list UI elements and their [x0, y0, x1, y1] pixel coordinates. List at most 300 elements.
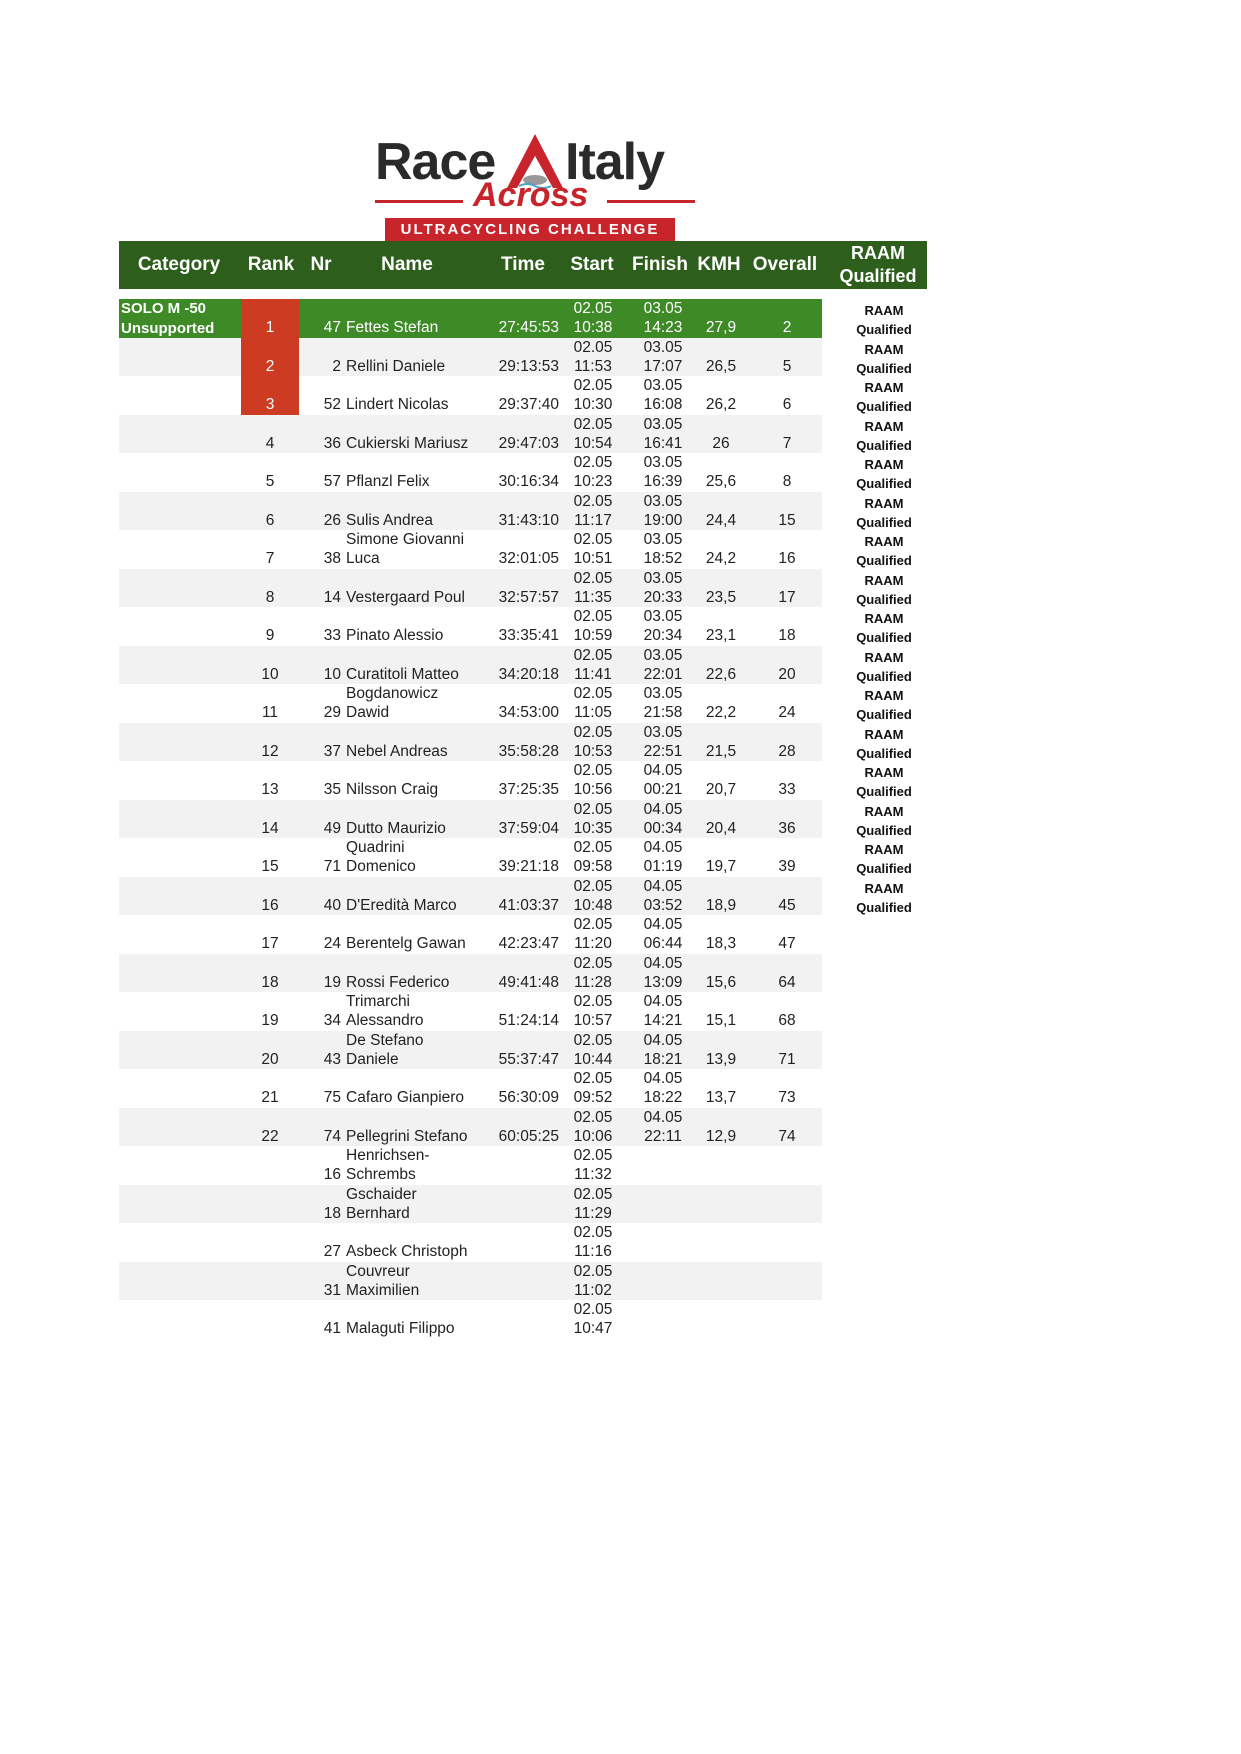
table-row	[119, 877, 822, 916]
category-label	[121, 299, 214, 338]
rank-cell: 9	[265, 627, 275, 644]
start-date: 02.05	[573, 492, 613, 510]
nr-cell: 38	[323, 550, 341, 567]
raam-line1: RAAM	[864, 611, 904, 626]
time-cell: 56:30:09	[498, 1089, 559, 1106]
raam-line2: Qualified	[856, 630, 912, 645]
kmh-cell: 24,4	[705, 511, 737, 529]
kmh-cell: 12,9	[705, 1127, 737, 1145]
overall-cell: 33	[778, 781, 796, 798]
nr-cell: 24	[323, 935, 341, 952]
start-date: 02.05	[573, 454, 613, 471]
nr-cell: 52	[323, 396, 341, 413]
start-time: 10:51	[573, 550, 613, 567]
start-date: 02.05	[573, 685, 613, 702]
table-row	[119, 1223, 822, 1262]
name-line2: Berentelg Gawan	[346, 935, 466, 952]
name-line2: Rellini Daniele	[346, 357, 446, 375]
finish-time: 20:33	[643, 588, 683, 606]
rank-cell: 20	[261, 1050, 279, 1068]
table-row	[119, 954, 822, 993]
start-date: 02.05	[573, 1108, 613, 1126]
raam-qualified-badge	[839, 417, 929, 455]
nr-cell: 27	[323, 1243, 341, 1260]
raam-line2: Qualified	[856, 707, 912, 722]
finish-time: 16:41	[643, 434, 683, 452]
header-category: Category	[137, 254, 221, 275]
header-start: Start	[570, 254, 614, 275]
nr-cell: 49	[323, 819, 341, 837]
start-date: 02.05	[573, 800, 613, 818]
finish-time: 00:21	[643, 781, 683, 798]
kmh-cell: 23,5	[705, 588, 737, 606]
raam-line2: Qualified	[856, 360, 912, 376]
time-cell: 31:43:10	[498, 511, 559, 529]
name-line2: Rossi Federico	[346, 973, 450, 991]
finish-time: 21:58	[643, 704, 683, 721]
time-cell: 32:01:05	[498, 550, 559, 567]
finish-date: 03.05	[643, 300, 683, 317]
raam-line2: Qualified	[856, 745, 912, 761]
name-line1: Henrichsen-	[346, 1147, 430, 1164]
start-time: 11:28	[574, 973, 612, 991]
start-time: 11:41	[574, 665, 612, 683]
table-row	[119, 338, 822, 377]
kmh-cell: 13,7	[705, 1089, 737, 1106]
table-row	[119, 1031, 822, 1070]
start-date: 02.05	[573, 954, 613, 972]
name-line1: Simone Giovanni	[346, 531, 465, 548]
table-row	[119, 761, 822, 800]
start-time: 10:48	[573, 896, 613, 914]
raam-qualified-badge	[839, 340, 929, 378]
table-row	[119, 607, 822, 646]
logo-line-left	[375, 200, 463, 203]
name-line2: Domenico	[346, 858, 416, 875]
start-date: 02.05	[573, 1262, 613, 1280]
nr-cell: 74	[323, 1127, 341, 1145]
finish-date: 03.05	[643, 685, 683, 702]
raam-line1: RAAM	[864, 380, 904, 395]
start-date: 02.05	[573, 723, 613, 741]
name-line2: Asbeck Christoph	[346, 1243, 468, 1260]
time-cell: 37:59:04	[498, 819, 559, 837]
overall-cell: 73	[778, 1089, 796, 1106]
table-row	[119, 492, 822, 531]
kmh-cell: 23,1	[705, 627, 737, 644]
raam-line1: RAAM	[864, 341, 904, 357]
logo-word-italy: Italy	[565, 133, 665, 191]
raam-line1: RAAM	[864, 765, 904, 780]
table-row	[119, 376, 822, 415]
raam-qualified-badge	[839, 879, 929, 917]
overall-cell: 47	[778, 935, 796, 952]
raam-qualified-badge	[839, 571, 929, 609]
name-line1: Bogdanowicz	[346, 685, 439, 702]
name-line2: Sulis Andrea	[346, 511, 434, 529]
raam-line1: RAAM	[864, 572, 904, 588]
start-date: 02.05	[573, 377, 613, 394]
table-row	[119, 1185, 822, 1224]
table-row	[119, 1300, 822, 1339]
raam-line2: Qualified	[856, 476, 912, 491]
kmh-cell: 15,1	[705, 1012, 737, 1029]
raam-line2: Qualified	[856, 822, 912, 838]
raam-qualified-badge	[839, 455, 929, 493]
start-time: 11:32	[574, 1166, 612, 1183]
kmh-cell: 21,5	[705, 742, 737, 760]
rank-cell: 15	[261, 858, 279, 875]
raam-qualified-badge	[839, 648, 929, 686]
logo-word-across: Across	[473, 176, 589, 214]
start-time: 11:05	[574, 704, 612, 721]
time-cell: 51:24:14	[498, 1012, 559, 1029]
kmh-cell: 13,9	[705, 1050, 737, 1068]
time-cell: 29:13:53	[498, 357, 559, 375]
overall-cell: 2	[782, 319, 792, 336]
finish-date: 03.05	[643, 646, 683, 664]
nr-cell: 35	[323, 781, 341, 798]
time-cell: 55:37:47	[498, 1050, 559, 1068]
raam-qualified-badge	[839, 763, 929, 801]
overall-cell: 20	[778, 665, 796, 683]
kmh-cell: 18,9	[705, 896, 737, 914]
overall-cell: 8	[782, 473, 792, 490]
overall-cell: 24	[778, 704, 796, 721]
time-cell: 35:58:28	[498, 742, 559, 760]
name-line2: D'Eredità Marco	[346, 896, 457, 914]
start-time: 10:35	[573, 819, 613, 837]
kmh-cell: 18,3	[705, 935, 737, 952]
time-cell: 33:35:41	[498, 627, 559, 644]
raam-line2: Qualified	[856, 899, 912, 915]
table-row	[119, 569, 822, 608]
start-date: 02.05	[573, 1147, 613, 1164]
start-time: 10:38	[573, 319, 613, 336]
time-cell: 41:03:37	[498, 896, 559, 914]
nr-cell: 41	[323, 1320, 341, 1337]
nr-cell: 31	[323, 1281, 341, 1299]
table-row	[119, 684, 822, 723]
table-row	[119, 646, 822, 685]
raam-qualified-badge	[839, 378, 929, 416]
table-row	[119, 299, 822, 338]
start-date: 02.05	[573, 877, 613, 895]
name-line2: Pinato Alessio	[346, 627, 444, 644]
rank-cell: 11	[261, 704, 279, 721]
table-row	[119, 1069, 822, 1108]
time-cell: 30:16:34	[498, 473, 559, 490]
finish-date: 03.05	[643, 377, 683, 394]
finish-time: 17:07	[643, 357, 683, 375]
start-date: 02.05	[573, 415, 613, 433]
start-time: 10:56	[573, 781, 613, 798]
finish-date: 03.05	[643, 569, 683, 587]
header-overall: Overall	[752, 254, 818, 275]
header-kmh: KMH	[697, 254, 741, 275]
header-nr: Nr	[310, 254, 332, 275]
finish-time: 16:08	[643, 396, 683, 413]
start-time: 10:47	[573, 1320, 613, 1337]
overall-cell: 6	[782, 396, 792, 413]
finish-time: 14:21	[643, 1012, 683, 1029]
start-time: 09:58	[573, 858, 613, 875]
time-cell: 32:57:57	[498, 588, 559, 606]
overall-cell: 39	[778, 858, 796, 875]
start-date: 02.05	[573, 338, 613, 356]
rank-cell: 8	[265, 588, 275, 606]
finish-date: 04.05	[643, 839, 683, 856]
raam-line1: RAAM	[864, 457, 904, 472]
name-line2: Vestergaard Poul	[346, 588, 465, 606]
table-row	[119, 838, 822, 877]
start-time: 09:52	[573, 1089, 613, 1106]
name-line2: Pflanzl Felix	[346, 473, 430, 490]
finish-date: 03.05	[643, 723, 683, 741]
nr-cell: 75	[323, 1089, 341, 1106]
nr-cell: 34	[323, 1012, 341, 1029]
start-time: 11:16	[574, 1243, 612, 1260]
table-row	[119, 1262, 822, 1301]
nr-cell: 18	[323, 1204, 341, 1222]
finish-date: 04.05	[643, 954, 683, 972]
time-cell: 27:45:53	[498, 319, 559, 336]
table-row	[119, 530, 822, 569]
finish-time: 00:34	[643, 819, 683, 837]
time-cell: 39:21:18	[498, 858, 559, 875]
kmh-cell: 26	[712, 434, 730, 452]
header-rank: Rank	[247, 254, 295, 275]
kmh-cell: 15,6	[705, 973, 737, 991]
race-across-italy-logo	[375, 130, 695, 245]
nr-cell: 14	[323, 588, 341, 606]
rank-cell: 21	[261, 1089, 279, 1106]
nr-cell: 37	[323, 742, 341, 760]
raam-line1: RAAM	[864, 418, 904, 434]
table-row	[119, 415, 822, 454]
finish-time: 06:44	[643, 935, 683, 952]
finish-date: 04.05	[643, 993, 683, 1010]
finish-date: 04.05	[643, 762, 683, 779]
raam-line2: Qualified	[856, 553, 912, 568]
logo-word-race: Race	[375, 133, 496, 191]
nr-cell: 29	[323, 704, 341, 721]
overall-cell: 17	[778, 588, 796, 606]
raam-line1: RAAM	[864, 649, 904, 665]
raam-line2: Qualified	[856, 784, 912, 799]
finish-date: 04.05	[643, 1070, 683, 1087]
finish-date: 03.05	[643, 415, 683, 433]
raam-line2: Qualified	[856, 668, 912, 684]
rank-cell: 17	[261, 935, 279, 952]
start-date: 02.05	[573, 993, 613, 1010]
start-date: 02.05	[573, 916, 613, 933]
name-line2: Dutto Maurizio	[346, 819, 446, 837]
start-time: 10:59	[573, 627, 613, 644]
start-date: 02.05	[573, 608, 613, 625]
finish-date: 04.05	[643, 916, 683, 933]
header-name: Name	[381, 254, 433, 275]
category-line2: Unsupported	[121, 319, 215, 337]
name-line2: Bernhard	[346, 1204, 410, 1222]
start-time: 10:30	[573, 396, 613, 413]
rank-cell: 7	[265, 550, 275, 567]
overall-cell: 28	[778, 742, 796, 760]
start-time: 11:20	[574, 935, 612, 952]
finish-time: 18:22	[643, 1089, 683, 1106]
nr-cell: 57	[323, 473, 341, 490]
finish-time: 14:23	[643, 319, 683, 336]
name-line2: Malaguti Filippo	[346, 1320, 455, 1337]
header-raam-qualified	[829, 241, 927, 289]
finish-date: 03.05	[643, 492, 683, 510]
finish-time: 01:19	[643, 858, 683, 875]
finish-time: 13:09	[643, 973, 683, 991]
raam-qualified-badge	[839, 840, 929, 878]
raam-line1: RAAM	[864, 534, 904, 549]
rank-cell: 10	[261, 665, 279, 683]
name-line2: Cukierski Mariusz	[346, 434, 469, 452]
kmh-cell: 25,6	[705, 473, 737, 490]
kmh-cell: 26,5	[705, 357, 737, 375]
raam-line1: RAAM	[864, 726, 904, 742]
start-time: 10:44	[573, 1050, 613, 1068]
raam-line2: Qualified	[856, 437, 912, 453]
start-time: 10:53	[573, 742, 613, 760]
nr-cell: 26	[323, 511, 341, 529]
name-line1: Quadrini	[346, 839, 405, 856]
time-cell: 60:05:25	[498, 1127, 559, 1145]
nr-cell: 36	[323, 434, 341, 452]
rank-cell: 5	[265, 473, 275, 490]
finish-date: 04.05	[643, 877, 683, 895]
start-date: 02.05	[573, 569, 613, 587]
nr-cell: 47	[323, 319, 341, 336]
time-cell: 34:20:18	[498, 665, 559, 683]
overall-cell: 36	[778, 819, 796, 837]
time-cell: 29:37:40	[498, 396, 559, 413]
overall-cell: 16	[778, 550, 796, 567]
name-line2: Fettes Stefan	[346, 319, 439, 336]
raam-qualified-badge	[839, 725, 929, 763]
time-cell: 37:25:35	[498, 781, 559, 798]
start-time: 11:35	[574, 588, 612, 606]
table-row	[119, 1108, 822, 1147]
time-cell: 42:23:47	[498, 935, 559, 952]
name-line1: De Stefano	[346, 1031, 424, 1049]
header-finish: Finish	[632, 254, 688, 275]
finish-date: 04.05	[643, 1108, 683, 1126]
kmh-cell: 20,4	[705, 819, 737, 837]
finish-time: 19:00	[643, 511, 683, 529]
table-row	[119, 723, 822, 762]
raam-line2: Qualified	[856, 591, 912, 607]
finish-date: 04.05	[643, 800, 683, 818]
kmh-cell: 19,7	[705, 858, 737, 875]
raam-line1: RAAM	[864, 495, 904, 511]
start-date: 02.05	[573, 1185, 613, 1203]
kmh-cell: 20,7	[705, 781, 737, 798]
start-time: 11:02	[574, 1281, 612, 1299]
raam-qualified-badge	[839, 301, 929, 339]
start-date: 02.05	[573, 762, 613, 779]
time-cell: 49:41:48	[498, 973, 559, 991]
start-date: 02.05	[573, 300, 613, 317]
finish-date: 03.05	[643, 338, 683, 356]
finish-date: 03.05	[643, 608, 683, 625]
finish-time: 18:21	[643, 1050, 683, 1068]
raam-qualified-badge	[839, 532, 929, 570]
kmh-cell: 22,6	[705, 665, 737, 683]
table-row	[119, 1146, 822, 1185]
nr-cell: 10	[323, 665, 341, 683]
kmh-cell: 26,2	[705, 396, 737, 413]
name-line2: Lindert Nicolas	[346, 396, 449, 413]
finish-time: 16:39	[643, 473, 683, 490]
finish-time: 03:52	[643, 896, 683, 914]
nr-cell: 2	[332, 357, 341, 375]
overall-cell: 71	[778, 1050, 796, 1068]
start-time: 10:06	[573, 1127, 613, 1145]
kmh-cell: 27,9	[705, 319, 737, 336]
rank-cell: 4	[265, 434, 275, 452]
start-time: 11:29	[574, 1204, 612, 1222]
finish-time: 18:52	[643, 550, 683, 567]
finish-date: 03.05	[643, 531, 683, 548]
table-row	[119, 992, 822, 1031]
name-line2: Dawid	[346, 704, 390, 721]
nr-cell: 40	[323, 896, 341, 914]
nr-cell: 71	[323, 858, 341, 875]
category-line1: SOLO M -50	[121, 300, 207, 317]
start-date: 02.05	[573, 531, 613, 548]
overall-cell: 64	[778, 973, 796, 991]
name-line2: Daniele	[346, 1050, 399, 1068]
start-time: 11:17	[574, 511, 612, 529]
nr-cell: 33	[323, 627, 341, 644]
rank-cell: 16	[261, 896, 279, 914]
start-time: 10:57	[573, 1012, 613, 1029]
raam-line1: RAAM	[864, 880, 904, 896]
rank-cell: 3	[265, 396, 275, 413]
time-cell: 34:53:00	[498, 704, 559, 721]
start-time: 10:23	[573, 473, 613, 490]
start-date: 02.05	[573, 1070, 613, 1087]
raam-line2: Qualified	[856, 861, 912, 876]
table-row	[119, 453, 822, 492]
overall-cell: 45	[778, 896, 796, 914]
finish-time: 22:01	[643, 665, 683, 683]
start-date: 02.05	[573, 1301, 613, 1318]
rank-cell: 12	[261, 742, 279, 760]
name-line2: Cafaro Gianpiero	[346, 1089, 465, 1106]
finish-date: 03.05	[643, 454, 683, 471]
time-cell: 29:47:03	[498, 434, 559, 452]
header-raam-line1: RAAM	[851, 243, 905, 263]
rank-cell: 22	[261, 1127, 279, 1145]
logo-line-right	[607, 200, 695, 203]
nr-cell: 16	[323, 1166, 341, 1183]
finish-time: 22:51	[643, 742, 683, 760]
rank-cell: 13	[261, 781, 279, 798]
table-row	[119, 800, 822, 839]
finish-date: 04.05	[643, 1031, 683, 1049]
finish-time: 22:11	[644, 1127, 682, 1145]
raam-line1: RAAM	[864, 303, 904, 318]
start-date: 02.05	[573, 1031, 613, 1049]
name-line1: Gschaider	[346, 1185, 417, 1203]
overall-cell: 5	[782, 357, 792, 375]
